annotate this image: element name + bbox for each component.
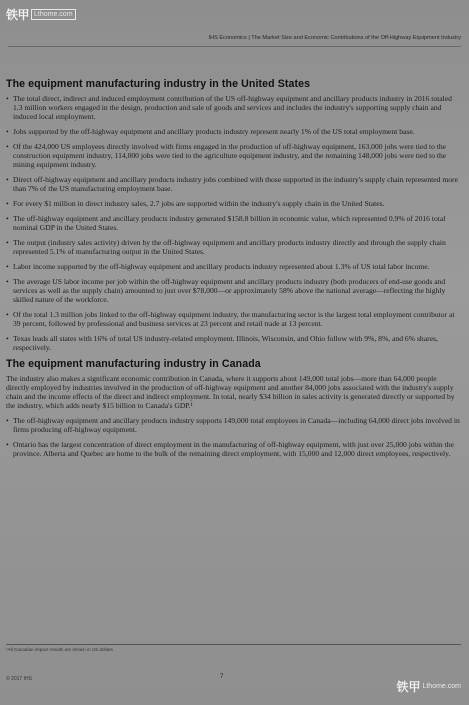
list-item: • The off-highway equipment and ancillary products industry supports 149,000 total employees in Canada—including 64,000 direct jobs involved in firms producing off-highway equipment. xyxy=(6,416,460,434)
list-item: • Texas leads all states with 16% of total US industry-related employment. Illinois, Wisconsin, and Ohio follow with 9%, 8%, and 6% shares, respectively. xyxy=(6,334,460,352)
watermark-domain: Lthome.com xyxy=(31,9,76,20)
header-divider xyxy=(8,46,461,47)
watermark-top xyxy=(6,6,76,23)
list-item: • The output (industry sales activity) driven by the off-highway equipment and ancillary products industry directly and through the supply chain represented 5.1% of manufacturing output in the United States. xyxy=(6,238,460,256)
main-content xyxy=(6,78,460,464)
section-title-canada: The equipment manufacturing industry in Canada xyxy=(6,358,261,370)
list-item: • Labor income supported by the off-highway equipment and ancillary products industry represented about 1.3% of US total labor income. xyxy=(6,262,460,271)
running-header: IHS Economics | The Market Size and Economic Contributions of the Off-Highway Equipment Industry xyxy=(208,35,461,41)
list-item: • Ontario has the largest concentration of direct employment in the manufacturing of off-highway equipment, with just over 25,000 jobs within the province. Alberta and Quebec are home to the bulk of the remaining direct employment, with 15,000 and 12,000 direct employees, respectively. xyxy=(6,440,460,458)
list-item: • Of the total 1.3 million jobs linked to the off-highway equipment industry, the manufacturing sector is the largest total employment contributor at 39 percent, followed by professional and business services at 23 percent and retail trade at 13 percent. xyxy=(6,310,460,328)
watermark-chinese: 铁甲 xyxy=(396,680,421,694)
canada-intro-paragraph: The industry also makes a significant economic contribution in Canada, where it supports about 149,000 total jobs—more than 64,000 people directly employed by industries involved in the production of off-highway equipment and another 84,000 jobs associated with the industry's supply chain and the income effects of the direct and indirect employment. In total, nearly $34 billion in sales activity is generated directly or supported by the industry, which adds nearly $15 billion to Canada's GDP.¹ xyxy=(6,374,455,410)
list-item: • For every $1 million in direct industry sales, 2.7 jobs are supported within the industry's supply chain in the United States. xyxy=(6,199,460,208)
list-item: • Jobs supported by the off-highway equipment and ancillary products industry represent nearly 1% of the US total employment base. xyxy=(6,127,460,136)
watermark-chinese: 铁甲 xyxy=(6,8,30,22)
list-item: • Direct off-highway equipment and ancillary products industry jobs combined with those supported in the industry's supply chain represented more than 7% of the US manufacturing employment base. xyxy=(6,175,460,193)
page-number: 7 xyxy=(220,674,224,680)
footnote: ¹All Canadian impact results are shown in US dollars xyxy=(6,647,113,652)
list-item: • The average US labor income per job within the off-highway equipment and ancillary products industry (both producers of end-use goods and services as well as the supply chain) amounted to just over $78,000—or approximately 58% above the national average—reflecting the highly skilled nature of the workforce. xyxy=(6,277,460,304)
watermark-domain: Lthome.com xyxy=(422,683,461,690)
section-title-us: The equipment manufacturing industry in the United States xyxy=(6,78,311,90)
list-item: • The off-highway equipment and ancillary products industry generated $158.8 billion in economic value, which represented 0.9% of 2016 total nominal GDP in the United States. xyxy=(6,214,460,232)
copyright: © 2017 IHS xyxy=(6,676,32,682)
us-bullet-list xyxy=(6,94,460,352)
canada-bullet-list xyxy=(6,416,460,458)
list-item: • The total direct, indirect and induced employment contribution of the US off-highway equipment and ancillary products industry in 2016 totaled 1.3 million workers engaged in the design, production and sale of goods and services and includes the industry's supporting supply chain and induced local employment. xyxy=(6,94,460,121)
list-item: • Of the 424,000 US employees directly involved with firms engaged in the production of off-highway equipment, 163,000 jobs were tied to the construction equipment industry, 114,000 jobs were tied to the agriculture equipment industry, and the remaining 148,000 jobs were tied to the mining equipment industry. xyxy=(6,142,460,169)
footnote-divider xyxy=(6,644,461,645)
watermark-bottom xyxy=(396,678,461,695)
